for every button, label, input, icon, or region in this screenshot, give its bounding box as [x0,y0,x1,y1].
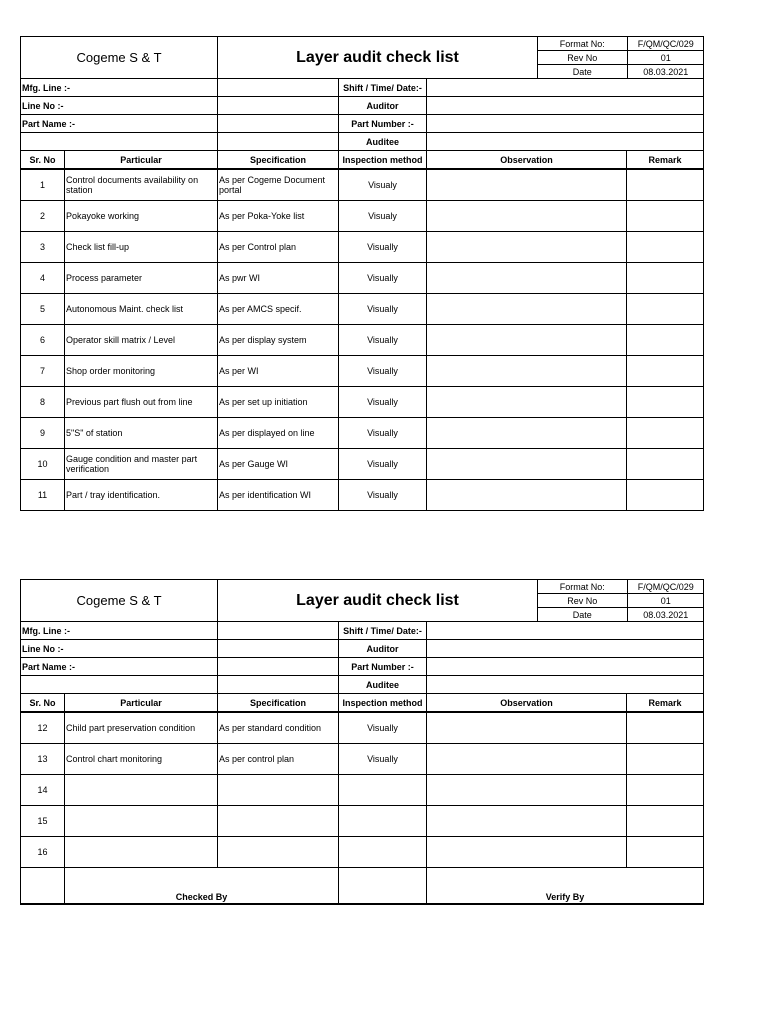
row-specification [218,837,339,868]
table-row [21,449,704,480]
row-observation[interactable] [427,169,627,201]
row-remark[interactable] [627,480,704,511]
row-sr-no: 4 [21,263,65,294]
row-remark[interactable] [627,806,704,837]
row-particular [65,806,218,837]
row-observation[interactable] [427,418,627,449]
row-sr-no: 10 [21,449,65,480]
shift-time-date-value[interactable] [427,79,704,97]
rev-no-label: Rev No [538,51,627,65]
table-row [21,201,704,232]
row-particular: Gauge condition and master part verification [65,449,218,480]
row-remark[interactable] [627,775,704,806]
table-row [21,744,704,775]
blank-cell [218,133,339,151]
row-inspection-method: Visualy [339,201,427,232]
row-specification: As per Poka-Yoke list [218,201,339,232]
col-header-inspection-method: Inspection method [339,694,427,713]
row-particular: Control documents availability on station [65,169,218,201]
row-inspection-method [339,775,427,806]
row-observation[interactable] [427,837,627,868]
document-title: Layer audit check list [218,580,538,622]
table-row [21,837,704,868]
col-header-observation: Observation [427,151,627,170]
rev-no-label: Rev No [538,594,627,608]
row-observation[interactable] [427,806,627,837]
table-row [21,712,704,744]
row-specification: As per display system [218,325,339,356]
row-inspection-method: Visually [339,449,427,480]
row-particular: Shop order monitoring [65,356,218,387]
date-label: Date [538,65,627,79]
part-number-label: Part Number :- [339,115,427,133]
row-observation[interactable] [427,232,627,263]
row-remark[interactable] [627,418,704,449]
row-remark[interactable] [627,232,704,263]
row-particular: Pokayoke working [65,201,218,232]
row-sr-no: 6 [21,325,65,356]
shift-time-date-value[interactable] [427,622,704,640]
row-particular [65,775,218,806]
document-meta [538,580,704,622]
row-specification [218,775,339,806]
row-specification [218,806,339,837]
part-name-label: Part Name :- [21,115,218,133]
row-sr-no: 7 [21,356,65,387]
row-sr-no: 13 [21,744,65,775]
auditee-value[interactable] [427,676,704,694]
rev-no-value: 01 [627,594,704,608]
row-particular: Check list fill-up [65,232,218,263]
mfg-line-value[interactable] [218,79,339,97]
date-label: Date [538,608,627,622]
row-remark[interactable] [627,169,704,201]
row-inspection-method: Visually [339,263,427,294]
line-no-label: Line No :- [21,640,218,658]
shift-time-date-label: Shift / Time/ Date:- [339,622,427,640]
row-remark[interactable] [627,294,704,325]
document-meta [538,37,704,79]
blank-cell [21,868,65,905]
row-observation[interactable] [427,744,627,775]
row-specification: As per control plan [218,744,339,775]
row-remark[interactable] [627,263,704,294]
col-header-remark: Remark [627,694,704,713]
row-inspection-method: Visually [339,294,427,325]
auditee-value[interactable] [427,133,704,151]
part-name-value[interactable] [218,115,339,133]
row-inspection-method: Visualy [339,169,427,201]
row-specification: As per identification WI [218,480,339,511]
row-specification: As per standard condition [218,712,339,744]
document-title: Layer audit check list [218,37,538,79]
row-observation[interactable] [427,775,627,806]
row-observation[interactable] [427,449,627,480]
table-row [21,806,704,837]
row-inspection-method: Visually [339,232,427,263]
row-observation[interactable] [427,294,627,325]
row-particular: Control chart monitoring [65,744,218,775]
row-remark[interactable] [627,325,704,356]
row-inspection-method: Visually [339,387,427,418]
row-sr-no: 1 [21,169,65,201]
row-sr-no: 15 [21,806,65,837]
row-specification: As per AMCS specif. [218,294,339,325]
table-row [21,263,704,294]
row-particular [65,837,218,868]
line-no-label: Line No :- [21,97,218,115]
row-sr-no: 11 [21,480,65,511]
table-row [21,169,704,201]
blank-cell [218,676,339,694]
verify-by-label: Verify By [427,868,704,905]
part-number-label: Part Number :- [339,658,427,676]
row-particular: 5"S" of station [65,418,218,449]
row-particular: Autonomous Maint. check list [65,294,218,325]
format-no-value: F/QM/QC/029 [627,580,704,594]
row-inspection-method: Visually [339,325,427,356]
row-remark[interactable] [627,387,704,418]
row-remark[interactable] [627,837,704,868]
row-sr-no: 8 [21,387,65,418]
row-inspection-method: Visually [339,480,427,511]
row-observation[interactable] [427,387,627,418]
auditee-label: Auditee [339,133,427,151]
row-sr-no: 3 [21,232,65,263]
row-observation[interactable] [427,201,627,232]
row-particular: Process parameter [65,263,218,294]
audit-table [20,36,704,511]
blank-cell [21,133,218,151]
mfg-line-label: Mfg. Line :- [21,79,218,97]
row-inspection-method [339,837,427,868]
row-specification: As per Cogeme Document portal [218,169,339,201]
row-observation[interactable] [427,263,627,294]
table-row [21,356,704,387]
col-header-particular: Particular [65,151,218,170]
part-number-value[interactable] [427,658,704,676]
auditee-label: Auditee [339,676,427,694]
audit-sheet-1 [20,36,703,511]
audit-table [20,579,704,905]
format-no-label: Format No: [538,37,627,51]
blank-cell [21,676,218,694]
rev-no-value: 01 [627,51,704,65]
row-remark[interactable] [627,712,704,744]
row-sr-no: 12 [21,712,65,744]
mfg-line-label: Mfg. Line :- [21,622,218,640]
col-header-remark: Remark [627,151,704,170]
row-observation[interactable] [427,712,627,744]
table-row [21,232,704,263]
row-sr-no: 2 [21,201,65,232]
table-row [21,480,704,511]
checked-by-label: Checked By [65,868,339,905]
date-value: 08.03.2021 [643,66,689,77]
line-no-value[interactable] [218,97,339,115]
row-remark[interactable] [627,356,704,387]
table-row [21,775,704,806]
row-remark[interactable] [627,744,704,775]
table-row [21,418,704,449]
row-specification: As per WI [218,356,339,387]
col-header-specification: Specification [218,151,339,170]
row-inspection-method [339,806,427,837]
col-header-particular: Particular [65,694,218,713]
row-remark[interactable] [627,449,704,480]
row-specification: As per set up initiation [218,387,339,418]
auditor-value[interactable] [427,97,704,115]
col-header-sr-no: Sr. No [21,151,65,170]
row-observation[interactable] [427,480,627,511]
auditor-value[interactable] [427,640,704,658]
row-particular: Previous part flush out from line [65,387,218,418]
date-value: 08.03.2021 [643,609,689,620]
part-number-value[interactable] [427,115,704,133]
table-row [21,387,704,418]
row-inspection-method: Visually [339,712,427,744]
format-no-label: Format No: [538,580,627,594]
audit-sheet-2 [20,579,703,905]
mfg-line-value[interactable] [218,622,339,640]
row-specification: As pwr WI [218,263,339,294]
row-specification: As per Gauge WI [218,449,339,480]
shift-time-date-label: Shift / Time/ Date:- [339,79,427,97]
line-no-value[interactable] [218,640,339,658]
row-specification: As per Control plan [218,232,339,263]
row-specification: As per displayed on line [218,418,339,449]
company-name: Cogeme S & T [21,580,218,622]
row-observation[interactable] [427,356,627,387]
table-row [21,325,704,356]
row-particular: Operator skill matrix / Level [65,325,218,356]
row-particular: Child part preservation condition [65,712,218,744]
row-observation[interactable] [427,325,627,356]
row-sr-no: 16 [21,837,65,868]
col-header-sr-no: Sr. No [21,694,65,713]
blank-cell [339,868,427,905]
table-row [21,294,704,325]
col-header-specification: Specification [218,694,339,713]
auditor-label: Auditor [339,97,427,115]
row-particular: Part / tray identification. [65,480,218,511]
row-remark[interactable] [627,201,704,232]
row-sr-no: 9 [21,418,65,449]
col-header-inspection-method: Inspection method [339,151,427,170]
row-inspection-method: Visually [339,356,427,387]
row-inspection-method: Visually [339,744,427,775]
auditor-label: Auditor [339,640,427,658]
row-sr-no: 5 [21,294,65,325]
col-header-observation: Observation [427,694,627,713]
row-sr-no: 14 [21,775,65,806]
part-name-label: Part Name :- [21,658,218,676]
format-no-value: F/QM/QC/029 [627,37,704,51]
part-name-value[interactable] [218,658,339,676]
company-name: Cogeme S & T [21,37,218,79]
row-inspection-method: Visually [339,418,427,449]
